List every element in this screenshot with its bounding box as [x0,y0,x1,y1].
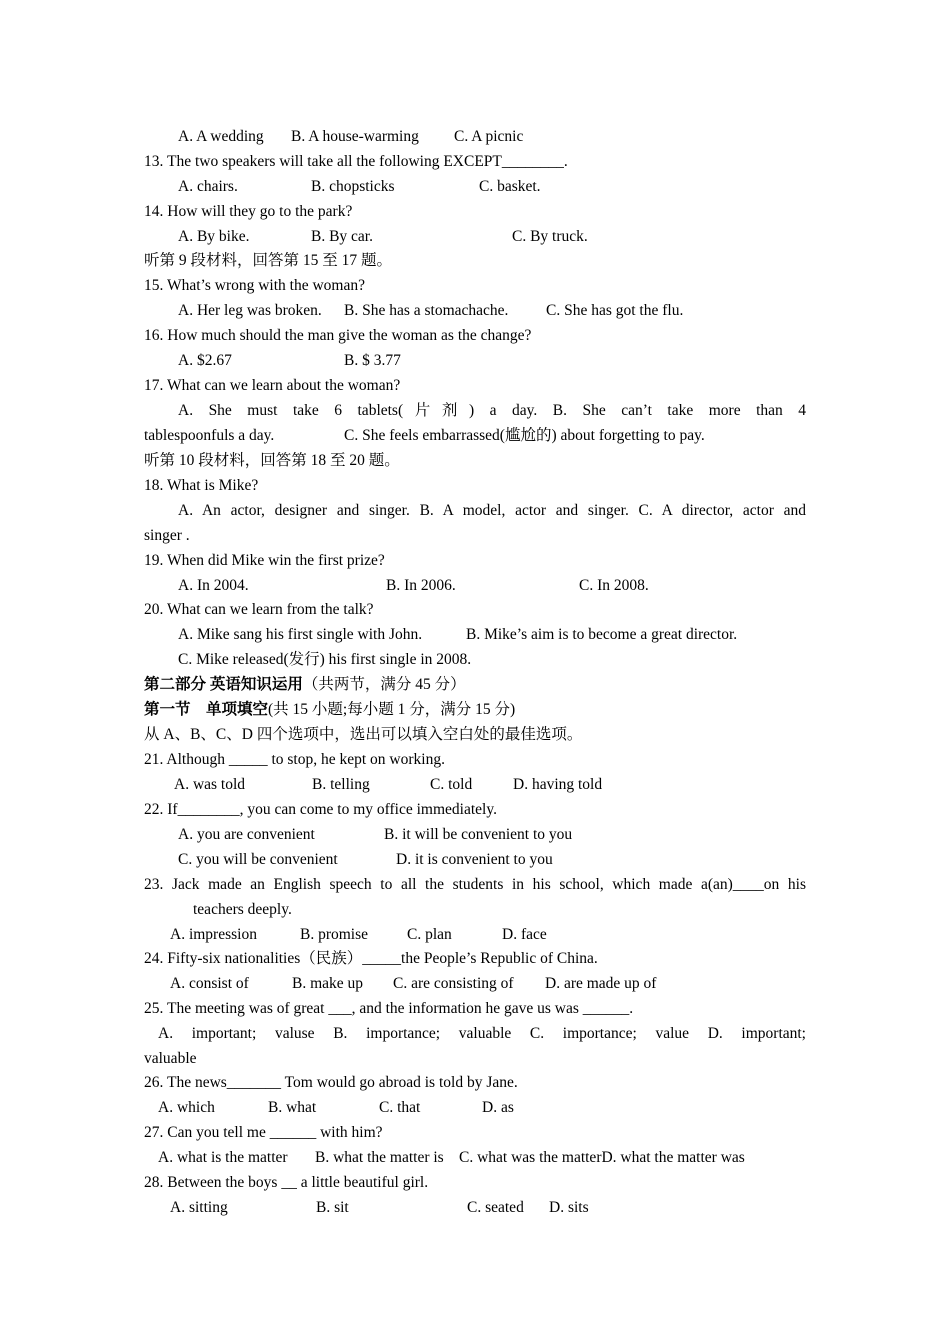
q22-option-c: C. you will be convenient [178,851,338,868]
q20-option-b: B. Mike’s aim is to become a great director. [466,626,738,643]
section-one-instruction: 从 A、B、C、D 四个选项中，选出可以填入空白处的最佳选项。 [144,726,583,743]
q26-option-b: B. what [268,1099,317,1116]
q13-option-c: C. basket. [479,178,541,195]
q15-stem: 15. What’s wrong with the woman? [144,277,365,294]
q27-option-a: A. what is the matter [158,1149,288,1166]
part-two-note: （共两节，满分 45 分） [302,676,466,693]
q25-options-line2: valuable [144,1050,197,1067]
section-instruction-10: 听第 10 段材料，回答第 18 至 20 题。 [144,452,400,469]
q20-option-c: C. Mike released(发行) his first single in 2008. [178,651,472,668]
q20-option-a: A. Mike sang his first single with John. [178,626,423,643]
q21-option-b: B. telling [312,776,370,793]
q13-option-a: A. chairs. [178,178,238,195]
q27-stem: 27. Can you tell me ______ with him? [144,1124,383,1141]
q23-option-c: C. plan [407,926,452,943]
q27-option-b: B. what the matter is [315,1149,444,1166]
q20-stem: 20. What can we learn from the talk? [144,601,374,618]
q28-option-d: D. sits [549,1199,589,1216]
q22-option-d: D. it is convenient to you [396,851,553,868]
q15-option-b: B. She has a stomachache. [344,302,509,319]
q26-option-c: C. that [379,1099,421,1116]
q21-option-d: D. having told [513,776,603,793]
q23-option-b: B. promise [300,926,369,943]
q17-options-line1: A. She must take 6 tablets(片剂) a day. B. She can’t take more than 4 [178,402,806,419]
q25-options-line1: A. important; valuse B. importance; valuable C. importance; value D. important; [158,1025,806,1042]
q19-option-c: C. In 2008. [579,577,649,594]
q13-stem: 13. The two speakers will take all the following EXCEPT________. [144,153,568,170]
q24-option-c: C. are consisting of [393,975,514,992]
q12-option-a: A. A wedding [178,128,264,145]
q17-option-c: C. She feels embarrassed(尴尬的) about forgetting to pay. [344,427,705,444]
q17-option-b-cont: tablespoonfuls a day. [144,427,275,444]
section-one-note: (共 15 小题;每小题 1 分，满分 15 分) [268,701,516,718]
q22-option-a: A. you are convenient [178,826,315,843]
q21-option-a: A. was told [174,776,246,793]
q14-option-a: A. By bike. [178,228,250,245]
q28-option-b: B. sit [316,1199,349,1216]
q23-stem: 23. Jack made an English speech to all the students in his school, which made a(an)____on his [144,876,806,893]
q14-stem: 14. How will they go to the park? [144,203,353,220]
q12-option-c: C. A picnic [454,128,524,145]
q19-option-b: B. In 2006. [386,577,456,594]
q22-stem: 22. If________, you can come to my office immediately. [144,801,497,818]
q28-option-c: C. seated [467,1199,524,1216]
q24-option-a: A. consist of [170,975,249,992]
q21-stem: 21. Although _____ to stop, he kept on working. [144,751,445,768]
q14-option-c: C. By truck. [512,228,588,245]
q28-option-a: A. sitting [170,1199,228,1216]
q16-option-a: A. $2.67 [178,352,232,369]
q18-stem: 18. What is Mike? [144,477,259,494]
section-instruction-9: 听第 9 段材料，回答第 15 至 17 题。 [144,252,393,269]
q19-option-a: A. In 2004. [178,577,249,594]
q26-option-a: A. which [158,1099,215,1116]
section-one-heading [144,700,515,720]
q19-stem: 19. When did Mike win the first prize? [144,552,385,569]
q16-option-b: B. $ 3.77 [344,352,401,369]
part-two-title: 第二部分 英语知识运用 [144,676,303,693]
q18-options-line1: A. An actor, designer and singer. B. A model, actor and singer. C. A director, actor and [178,502,806,519]
q21-option-c: C. told [430,776,473,793]
q23-option-d: D. face [502,926,547,943]
q17-stem: 17. What can we learn about the woman? [144,377,401,394]
q23-option-a: A. impression [170,926,257,943]
q26-stem: 26. The news_______ Tom would go abroad is told by Jane. [144,1074,518,1091]
q18-options-line2: singer . [144,527,190,544]
q27-option-c-d: C. what was the matterD. what the matter was [459,1149,745,1166]
q15-option-a: A. Her leg was broken. [178,302,322,319]
part-two-heading [144,675,466,695]
q23-stem-cont: teachers deeply. [193,901,292,918]
q14-option-b: B. By car. [311,228,373,245]
q24-stem: 24. Fifty-six nationalities（民族）_____the People’s Republic of China. [144,950,598,967]
q16-stem: 16. How much should the man give the woman as the change? [144,327,532,344]
q28-stem: 28. Between the boys __ a little beautiful girl. [144,1174,429,1191]
q15-option-c: C. She has got the flu. [546,302,684,319]
q26-option-d: D. as [482,1099,514,1116]
q22-option-b: B. it will be convenient to you [384,826,573,843]
q13-option-b: B. chopsticks [311,178,395,195]
q24-option-b: B. make up [292,975,364,992]
section-one-title: 第一节 单项填空 [144,701,269,718]
q24-option-d: D. are made up of [545,975,657,992]
q12-option-b: B. A house-warming [291,128,419,145]
q25-stem: 25. The meeting was of great ___, and the information he gave us was ______. [144,1000,634,1017]
